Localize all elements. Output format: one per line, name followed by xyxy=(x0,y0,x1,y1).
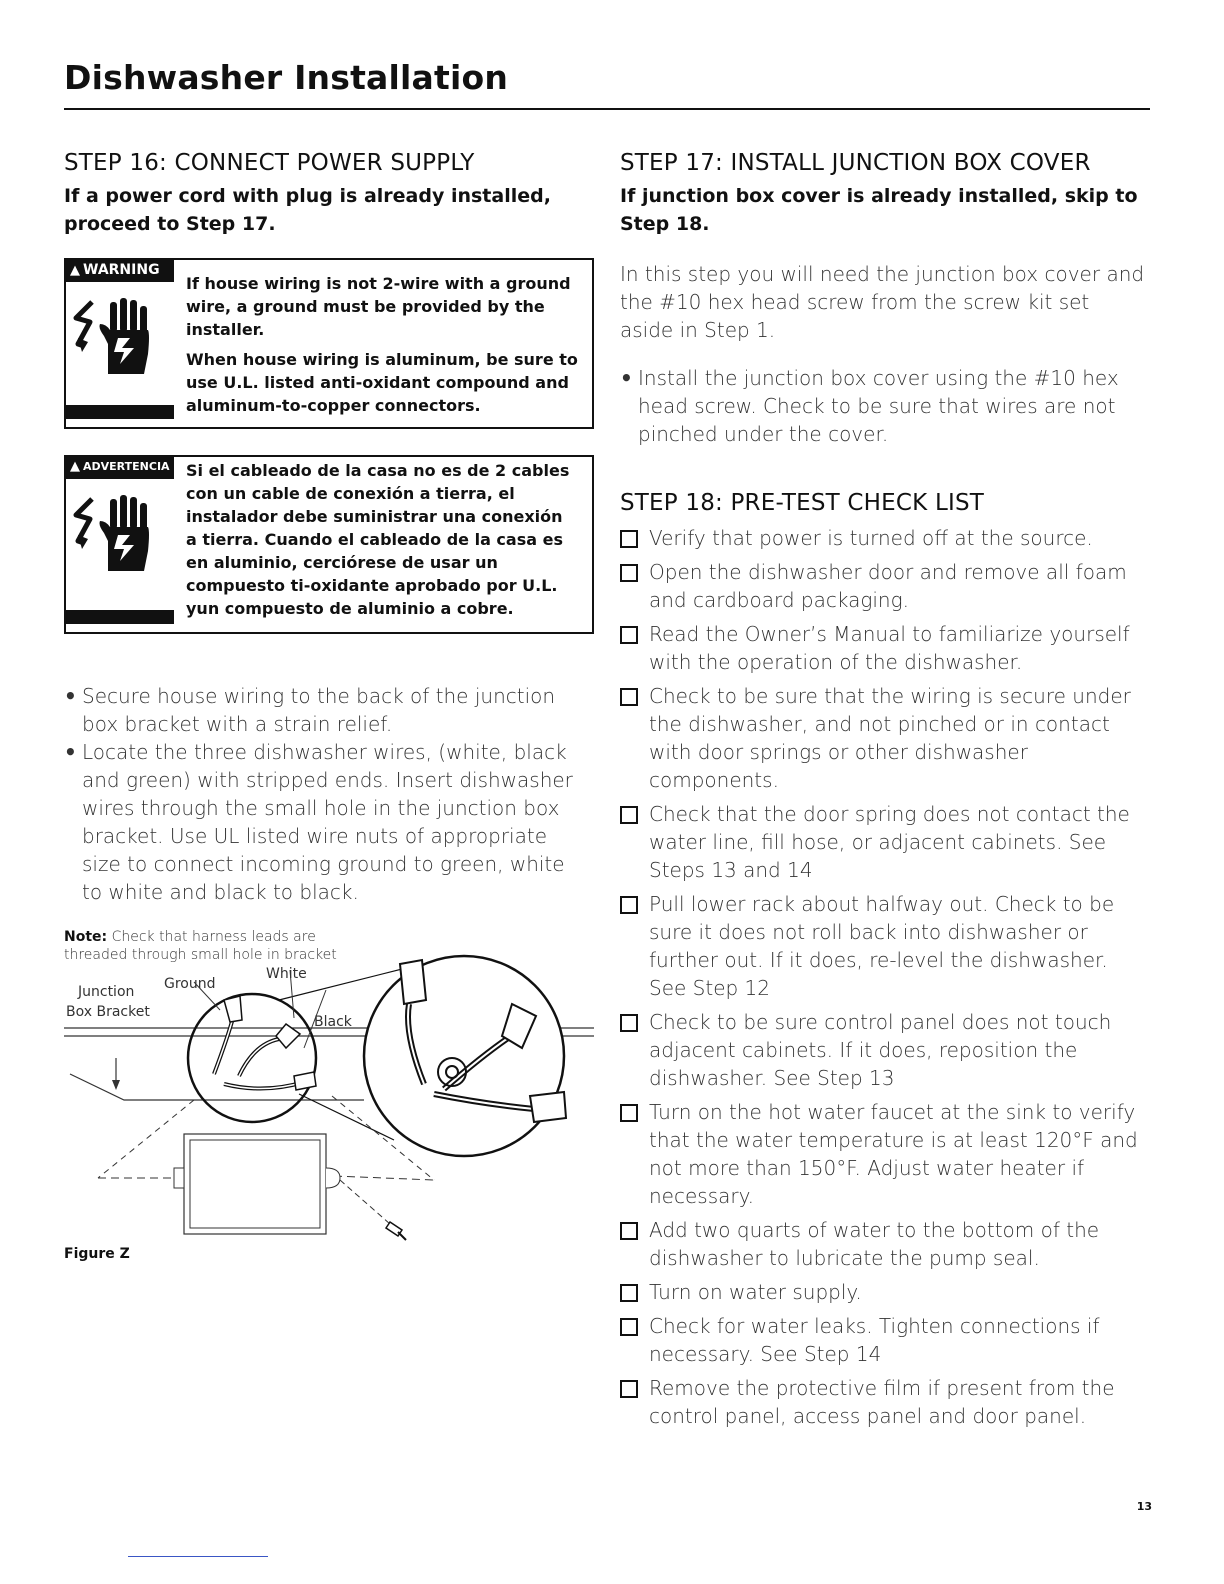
advertencia-text xyxy=(174,457,592,632)
warning-text xyxy=(174,260,592,427)
electric-shock-hand-icon xyxy=(70,294,166,380)
alert-triangle-icon: ▲ xyxy=(70,263,80,278)
step-16-bullets xyxy=(64,682,574,906)
check-list-text: Turn on the hot water faucet at the sink to verify that the water temperature is at least 120°F and not more than 150°F. Adjust water heater if necessary. xyxy=(649,1100,1138,1208)
check-list-text: Add two quarts of water to the bottom of the dishwasher to lubricate the pump seal. xyxy=(649,1218,1100,1270)
figure-label-white: White xyxy=(266,966,307,982)
check-list-text: Check to be sure that the wiring is secure under the dishwasher, and not pinched or in contact with door springs or other dishwasher components. xyxy=(649,684,1131,792)
check-list-text: Verify that power is turned off at the source. xyxy=(649,526,1093,550)
checkbox-icon xyxy=(620,1104,638,1122)
checkbox-icon xyxy=(620,1318,638,1336)
title-rule xyxy=(64,108,1150,110)
figure-label-junction: Junction xyxy=(78,984,135,1000)
pre-test-check-list xyxy=(620,524,1140,1430)
warning-side xyxy=(66,260,174,427)
check-list-item xyxy=(620,1098,1140,1210)
check-list-item xyxy=(620,890,1140,1002)
checkbox-icon xyxy=(620,530,638,548)
step-18-heading: STEP 18: PRE-TEST CHECK LIST xyxy=(620,490,984,516)
check-list-item xyxy=(620,1312,1140,1368)
electric-shock-hand-icon xyxy=(70,491,166,577)
checkbox-icon xyxy=(620,1284,638,1302)
check-list-item xyxy=(620,1374,1140,1430)
check-list-text: Remove the protective film if present from the control panel, access panel and door panel. xyxy=(649,1376,1115,1428)
checkbox-icon xyxy=(620,1380,638,1398)
warning-bar xyxy=(64,405,174,419)
check-list-item xyxy=(620,1008,1140,1092)
figure-caption: Figure Z xyxy=(64,1246,130,1262)
list-item: • Locate the three dishwasher wires, (white, black and green) with stripped ends. Insert dishwasher wires through the small hole in the junction box bracket. Use UL listed wire nuts of appropriate size to connect incoming ground to green, white to white and black to black. xyxy=(64,738,574,906)
figure-z-diagram xyxy=(64,924,594,1244)
check-list-text: Turn on water supply. xyxy=(649,1280,862,1304)
checkbox-icon xyxy=(620,688,638,706)
bottom-link-underline xyxy=(128,1556,268,1557)
step-16-heading: STEP 16: CONNECT POWER SUPPLY xyxy=(64,150,475,176)
figure-label-bracket: Box Bracket xyxy=(66,1004,150,1020)
checkbox-icon xyxy=(620,896,638,914)
check-list-text: Read the Owner’s Manual to familiarize yourself with the operation of the dishwasher. xyxy=(649,622,1130,674)
check-list-item xyxy=(620,620,1140,676)
warning-label-text: WARNING xyxy=(83,262,160,278)
check-list-text: Open the dishwasher door and remove all foam and cardboard packaging. xyxy=(649,560,1127,612)
checkbox-icon xyxy=(620,1014,638,1032)
check-list-text: Check to be sure control panel does not touch adjacent cabinets. If it does, reposition the dishwasher. See Step 13 xyxy=(649,1010,1112,1090)
step-17-subheading: If junction box cover is already installed, skip to Step 18. xyxy=(620,185,1138,235)
list-item: • Secure house wiring to the back of the junction box bracket with a strain relief. xyxy=(64,682,574,738)
checkbox-icon xyxy=(620,806,638,824)
check-list-item xyxy=(620,558,1140,614)
check-list-item xyxy=(620,1278,1140,1306)
warning-paragraph: If house wiring is not 2-wire with a ground wire, a ground must be provided by the installer. xyxy=(186,274,571,339)
check-list-text: Pull lower rack about halfway out. Check to be sure it does not roll back into dishwasher or further out. If it does, re-level the dishwasher. See Step 12 xyxy=(649,892,1115,1000)
advertencia-box xyxy=(64,455,594,634)
note-text: Check that harness leads are threaded through small hole in bracket xyxy=(64,929,337,963)
advertencia-bar xyxy=(64,610,174,624)
list-item: • Install the junction box cover using the #10 hex head screw. Check to be sure that wires are not pinched under the cover. xyxy=(620,364,1145,448)
step-17-bullets xyxy=(620,364,1145,448)
checkbox-icon xyxy=(620,1222,638,1240)
figure-label-ground: Ground xyxy=(164,976,216,992)
page-title: Dishwasher Installation xyxy=(64,58,509,97)
check-list-text: Check for water leaks. Tighten connections if necessary. See Step 14 xyxy=(649,1314,1100,1366)
alert-triangle-icon: ▲ xyxy=(70,459,80,474)
step-16-subheading: If a power cord with plug is already installed, proceed to Step 17. xyxy=(64,185,551,235)
checkbox-icon xyxy=(620,564,638,582)
advertencia-label-text: ADVERTENCIA xyxy=(83,460,170,473)
checkbox-icon xyxy=(620,626,638,644)
step-17-heading: STEP 17: INSTALL JUNCTION BOX COVER xyxy=(620,150,1091,176)
warning-label xyxy=(64,258,174,282)
step-16-section xyxy=(64,150,594,1262)
figure-label-black: Black xyxy=(314,1014,352,1030)
check-list-text: Check that the door spring does not contact the water line, fill hose, or adjacent cabinets. See Steps 13 and 14 xyxy=(649,802,1130,882)
advertencia-paragraph: Si el cableado de la casa no es de 2 cables con un cable de conexión a tierra, el instalador debe suministrar una conexión a tierra. Cuando el cableado de la casa es en aluminio, cerciórese de usar un compuesto ti-oxidante aprobado por U.L. yun compuesto de aluminio a cobre. xyxy=(186,461,570,618)
warning-paragraph: When house wiring is aluminum, be sure to use U.L. listed anti-oxidant compound and aluminum-to-copper connectors. xyxy=(186,350,578,415)
check-list-item xyxy=(620,1216,1140,1272)
advertencia-label xyxy=(64,455,174,479)
check-list-item xyxy=(620,524,1140,552)
warning-box xyxy=(64,258,594,429)
advertencia-side xyxy=(66,457,174,632)
check-list-item xyxy=(620,682,1140,794)
page-number: 13 xyxy=(1136,1500,1152,1513)
step-17-18-section xyxy=(620,150,1160,1436)
step-17-intro: In this step you will need the junction box cover and the #10 hex head screw from the screw kit set aside in Step 1. xyxy=(620,262,1145,342)
check-list-item xyxy=(620,800,1140,884)
note-label: Note: xyxy=(64,929,108,945)
